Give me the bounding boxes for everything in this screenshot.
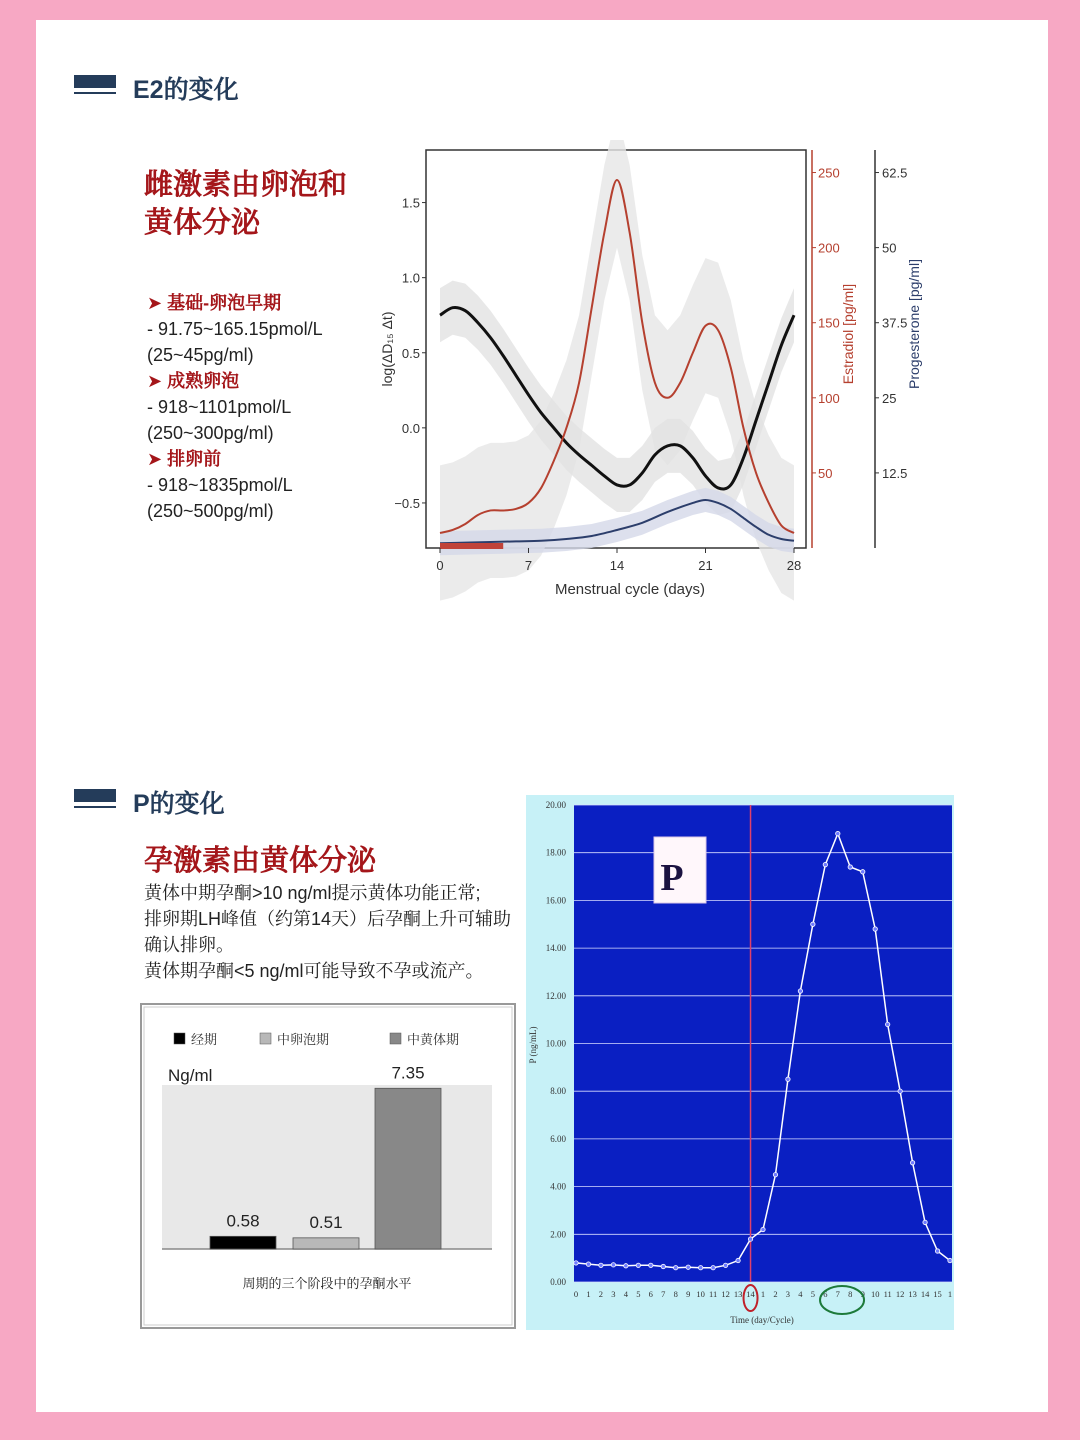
estradiol-axis-label: Estradiol [pg/ml] bbox=[840, 283, 856, 385]
data-point bbox=[786, 1077, 790, 1081]
data-point bbox=[873, 927, 877, 931]
data-point bbox=[748, 1237, 752, 1241]
section2-heading: 孕激素由黄体分泌 bbox=[144, 845, 377, 877]
x-tick-label: 14 bbox=[920, 1289, 930, 1299]
section2-title: P的变化 bbox=[133, 790, 225, 818]
progesterone-tick-label: 37.5 bbox=[882, 315, 908, 331]
data-point bbox=[861, 870, 865, 874]
bar-value-label: 7.35 bbox=[391, 1063, 425, 1083]
legend-swatch bbox=[390, 1033, 401, 1044]
data-point bbox=[898, 1089, 902, 1093]
heading-line: 黄体分泌 bbox=[144, 207, 261, 239]
x-tick-label: 14 bbox=[609, 558, 625, 573]
data-point bbox=[624, 1264, 628, 1268]
x-tick-label: 2 bbox=[598, 1289, 604, 1299]
x-tick-label: 12 bbox=[721, 1289, 730, 1299]
data-point bbox=[761, 1227, 765, 1231]
note-line: 黄体中期孕酮>10 ng/ml提示黄体功能正常; bbox=[144, 883, 481, 903]
e2-ranges bbox=[147, 290, 367, 524]
chart-caption: 周期的三个阶段中的孕酮水平 bbox=[242, 1276, 412, 1291]
data-point bbox=[798, 989, 802, 993]
data-point bbox=[836, 831, 840, 835]
legend-label: 经期 bbox=[191, 1032, 218, 1047]
x-tick-label: 4 bbox=[798, 1289, 803, 1299]
note-line: 排卵期LH峰值（约第14天）后孕酮上升可辅助 bbox=[144, 909, 512, 929]
y-tick-label: 1.0 bbox=[401, 270, 420, 286]
range-value: (25~45pg/ml) bbox=[147, 345, 254, 365]
heading-line: 雌激素由卵泡和 bbox=[144, 169, 348, 201]
y-tick-label: 4.00 bbox=[550, 1181, 566, 1192]
estradiol-tick-label: 50 bbox=[818, 465, 833, 481]
section-marker bbox=[74, 789, 116, 802]
y-tick-label: 14.00 bbox=[545, 943, 566, 954]
range-value: - 918~1101pmol/L bbox=[147, 397, 292, 417]
bar bbox=[210, 1236, 276, 1249]
estradiol-tick-label: 200 bbox=[818, 240, 840, 256]
data-point bbox=[574, 1261, 578, 1265]
data-point bbox=[611, 1263, 615, 1267]
y-tick-label: 16.00 bbox=[545, 895, 566, 906]
y-tick-label: 0.5 bbox=[401, 345, 420, 361]
y-tick-label: 20.00 bbox=[545, 800, 566, 810]
x-tick-label: 0 bbox=[436, 558, 444, 573]
data-point bbox=[586, 1262, 590, 1266]
bullet-label: 基础-卵泡早期 bbox=[167, 293, 282, 313]
data-point bbox=[923, 1220, 927, 1224]
bar bbox=[293, 1238, 359, 1249]
x-tick-label: 9 bbox=[686, 1289, 691, 1299]
data-point bbox=[811, 922, 815, 926]
x-axis-label: Time (day/Cycle) bbox=[730, 1315, 794, 1325]
data-point bbox=[935, 1249, 939, 1253]
x-tick-label: 13 bbox=[908, 1289, 917, 1299]
data-point bbox=[848, 865, 852, 869]
x-tick-label: 5 bbox=[810, 1289, 815, 1299]
y-tick-label: 1.5 bbox=[401, 195, 420, 211]
note-line: 确认排卵。 bbox=[144, 935, 234, 955]
x-tick-label: 7 bbox=[524, 558, 533, 573]
section1-heading bbox=[144, 166, 347, 242]
x-tick-label: 8 bbox=[848, 1289, 853, 1299]
x-tick-label: 6 bbox=[648, 1289, 653, 1299]
legend-swatch bbox=[260, 1033, 271, 1044]
data-point bbox=[723, 1263, 727, 1267]
y-axis-label: P (ng/mL) bbox=[528, 1026, 538, 1064]
y-tick-label: 0.0 bbox=[401, 420, 420, 436]
x-tick-label: 9 bbox=[860, 1289, 865, 1299]
data-point bbox=[674, 1265, 678, 1269]
x-tick-label: 2 bbox=[773, 1289, 778, 1299]
x-tick-label: 6 bbox=[823, 1289, 828, 1299]
section1-title: E2的变化 bbox=[133, 76, 239, 104]
x-tick-label: 0 bbox=[573, 1289, 579, 1299]
y-tick-label: 10.00 bbox=[545, 1038, 566, 1049]
data-point bbox=[773, 1172, 777, 1176]
bullet-basal: ➤ 基础-卵泡早期 bbox=[147, 293, 282, 313]
progesterone-tick-label: 12.5 bbox=[882, 465, 908, 481]
data-point bbox=[661, 1264, 665, 1268]
data-point bbox=[736, 1258, 740, 1262]
note-line: 黄体期孕酮<5 ng/ml可能导致不孕或流产。 bbox=[144, 961, 484, 981]
range-value: - 918~1835pmol/L bbox=[147, 475, 293, 495]
menses-bar bbox=[440, 543, 503, 549]
x-tick-label: 1 bbox=[586, 1289, 591, 1299]
x-tick-label: 15 bbox=[933, 1289, 942, 1299]
range-value: (250~300pg/ml) bbox=[147, 423, 274, 443]
section-marker bbox=[74, 75, 116, 88]
y-tick-label: 12.00 bbox=[545, 990, 566, 1001]
p-badge-label: P bbox=[660, 857, 684, 899]
x-tick-label: 5 bbox=[636, 1289, 641, 1299]
data-point bbox=[686, 1265, 690, 1269]
progesterone-axis-label: Progesterone [pg/ml] bbox=[906, 259, 922, 389]
y-tick-label: 2.00 bbox=[550, 1229, 566, 1240]
estradiol-tick-label: 150 bbox=[818, 315, 840, 331]
range-value: - 91.75~165.15pmol/L bbox=[147, 319, 323, 339]
data-point bbox=[711, 1265, 715, 1269]
y-tick-label: 8.00 bbox=[550, 1086, 566, 1097]
progesterone-tick-label: 25 bbox=[882, 390, 897, 406]
x-tick-label: 12 bbox=[895, 1289, 905, 1299]
estradiol-tick-label: 250 bbox=[818, 165, 840, 181]
x-tick-label: 13 bbox=[733, 1289, 743, 1299]
progesterone-cycle-chart bbox=[526, 795, 954, 1330]
x-tick-label: 11 bbox=[709, 1289, 718, 1299]
data-point bbox=[885, 1022, 889, 1026]
x-tick-label: 21 bbox=[698, 558, 713, 573]
x-tick-label: 1 bbox=[947, 1289, 953, 1299]
legend-label: 中卵泡期 bbox=[277, 1032, 330, 1047]
bar-value-label: 0.51 bbox=[309, 1212, 343, 1232]
progesterone-notes bbox=[144, 880, 514, 984]
y-tick-label: −0.5 bbox=[394, 495, 420, 511]
data-point bbox=[649, 1263, 653, 1267]
progesterone-bar-chart bbox=[140, 1003, 516, 1329]
data-point bbox=[636, 1263, 640, 1267]
x-tick-label: 7 bbox=[835, 1289, 840, 1299]
x-tick-label: 7 bbox=[661, 1289, 666, 1299]
x-tick-label: 11 bbox=[883, 1289, 892, 1299]
estradiol-tick-label: 100 bbox=[818, 390, 840, 406]
x-tick-label: 3 bbox=[785, 1289, 791, 1299]
data-point bbox=[910, 1161, 914, 1165]
data-point bbox=[599, 1263, 603, 1267]
x-tick-label: 28 bbox=[786, 558, 802, 573]
bullet-label: 排卵前 bbox=[167, 449, 222, 469]
x-tick-label: 14 bbox=[746, 1289, 755, 1299]
bullet-mature: ➤ 成熟卵泡 bbox=[147, 371, 240, 391]
bar-value-label: 0.58 bbox=[226, 1211, 260, 1231]
x-tick-label: 10 bbox=[870, 1289, 880, 1299]
bar bbox=[375, 1088, 441, 1249]
bullet-label: 成熟卵泡 bbox=[167, 371, 240, 391]
x-tick-label: 4 bbox=[623, 1289, 628, 1299]
legend-swatch bbox=[174, 1033, 185, 1044]
y-tick-label: 6.00 bbox=[550, 1133, 566, 1144]
range-value: (250~500pg/ml) bbox=[147, 501, 274, 521]
y-tick-label: 18.00 bbox=[545, 847, 566, 858]
data-point bbox=[698, 1265, 702, 1269]
y-axis-label: log(ΔD₁₅ Δt) bbox=[379, 311, 395, 387]
x-axis-label: Menstrual cycle (days) bbox=[554, 581, 706, 598]
hormone-cycle-chart bbox=[370, 140, 970, 610]
progesterone-tick-label: 50 bbox=[882, 240, 897, 256]
bullet-preovulation: ➤ 排卵前 bbox=[147, 449, 222, 469]
x-tick-label: 3 bbox=[611, 1289, 616, 1299]
data-point bbox=[823, 862, 827, 866]
y-unit-label: Ng/ml bbox=[168, 1066, 213, 1085]
x-tick-label: 1 bbox=[760, 1289, 766, 1299]
x-tick-label: 8 bbox=[673, 1289, 678, 1299]
data-point bbox=[948, 1258, 952, 1262]
y-tick-label: 0.00 bbox=[550, 1277, 566, 1287]
progesterone-tick-label: 62.5 bbox=[882, 165, 908, 181]
x-tick-label: 10 bbox=[696, 1289, 705, 1299]
legend-label: 中黄体期 bbox=[407, 1032, 460, 1047]
